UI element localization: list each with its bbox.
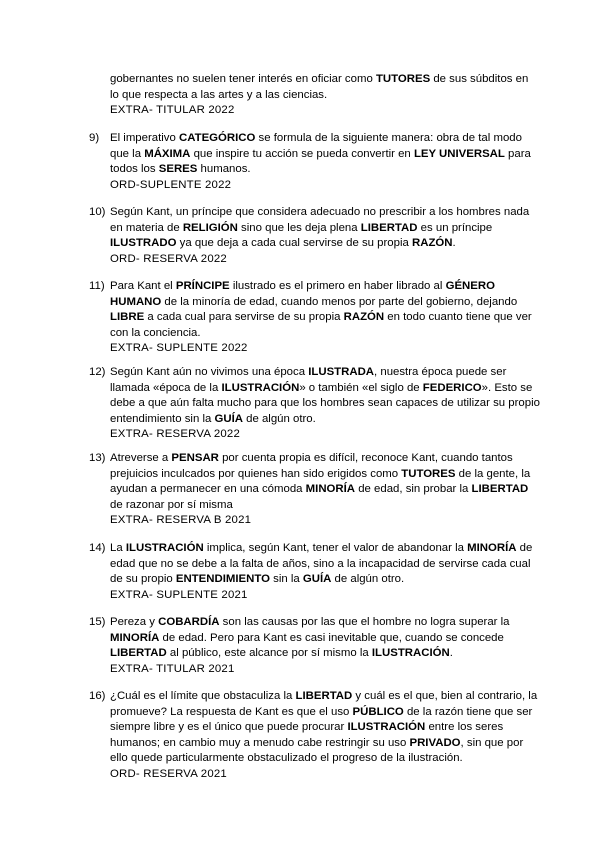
bold-keyword: LEY UNIVERSAL [413,147,505,160]
bold-keyword: ILUSTRACIÓN [221,381,300,394]
bold-keyword: GUÍA [214,412,243,425]
bold-keyword: LIBRE [110,311,145,323]
text-run: que inspire tu acción se pueda convertir en [190,147,414,160]
text-run: Según Kant aún no vivimos una época [110,366,309,378]
item-number: 12) [89,366,106,378]
text-line [110,365,529,381]
exam-reference: EXTRA- TITULAR 2022 [110,104,235,116]
bold-keyword: ILUSTRADO [110,237,177,249]
bold-keyword: MINORÍA [110,631,160,644]
text-line [110,736,529,752]
exam-reference: ORD-SUPLENTE 2022 [110,178,232,191]
text-run: . [449,647,453,659]
item-number: 15) [89,616,106,628]
text-run: en materia de [110,221,183,234]
text-line [110,572,529,588]
exam-reference: EXTRA- SUPLENTE 2022 [110,342,248,354]
exam-reference: ORD- RESERVA 2021 [110,767,227,780]
text-run: promueve? La respuesta de Kant es que el uso [110,705,353,718]
list-item [89,279,532,357]
bold-keyword: MÁXIMA [144,147,191,160]
bold-keyword: RAZÓN [343,311,385,323]
text-run: llamada «época de la [110,381,222,394]
text-line [110,482,529,498]
text-run: Según Kant, un príncipe que considera adecuado no prescribir a los hombres nada [110,206,530,218]
text-run: todos los [110,163,159,175]
text-run: humanos. [197,163,251,175]
text-line [110,221,529,237]
text-run: entendimiento sin la [110,412,215,425]
item-number: 9) [89,132,100,144]
text-run: para [504,147,531,160]
text-run: en todo cuanto tiene que ver [384,311,532,323]
text-run: de algún otro. [331,573,405,585]
text-line [110,326,529,342]
bold-keyword: GÉNERO [445,280,495,292]
text-run: se formula de la siguiente manera: obra de tal modo [255,132,522,144]
list-item [89,205,529,267]
bold-keyword: RAZÓN [412,237,453,249]
bold-keyword: LIBERTAD [360,221,418,234]
text-line [110,631,529,647]
bold-keyword: SERES [158,163,198,175]
item-number: 11) [89,280,105,292]
text-run: ilustrado es el primero en haber librado al [229,280,446,292]
bold-keyword: HUMANO [110,295,162,308]
bold-keyword: ENTENDIMIENTO [175,573,270,585]
text-run: » o también «el siglo de [299,381,423,394]
bold-keyword: TUTORES [375,73,431,85]
item-text [110,365,540,427]
text-run: siempre libre y es el único que puede procurar [110,721,348,733]
text-run: Para Kant el [110,280,176,292]
text-line [110,751,529,767]
text-run: de edad. Pero para Kant es casi inevitable que, cuando se concede [159,631,504,644]
exam-reference: EXTRA- TITULAR 2021 [110,662,235,675]
exam-reference: EXTRA- RESERVA B 2021 [110,514,252,526]
text-line [110,412,529,428]
text-line [110,646,529,662]
bold-keyword: PRIVADO [409,736,461,749]
text-run: , nuestra época puede ser [374,366,507,378]
text-run: son las causas por las que el hombre no logra superar la [219,616,510,628]
bold-keyword: ILUSTRADA [308,366,375,378]
text-run: por cuenta propia es difícil, reconoce Kant, cuando tantos [218,452,513,464]
bold-keyword: ILUSTRACIÓN [371,647,450,659]
list-item [89,365,540,443]
text-line [110,615,529,631]
bold-keyword: PRÍNCIPE [175,280,230,292]
text-run: de la razón tiene que ser [403,705,533,718]
exam-reference: EXTRA- RESERVA 2022 [110,428,240,440]
bold-keyword: PENSAR [171,452,219,464]
text-line [110,396,540,412]
text-run: implica, según Kant, tener el valor de abandonar la [203,542,468,554]
text-run: sin la [269,573,303,585]
text-run: prejuicios inculcados por quienes han sido erigidos como [110,467,402,480]
bold-keyword: GUÍA [302,573,332,585]
bold-keyword: TUTORES [401,467,456,480]
text-run: de su propio [110,573,176,585]
text-run: con la conciencia. [110,326,201,339]
text-run: gobernantes no suelen tener interés en oficiar como [110,73,376,85]
text-line [110,236,529,252]
text-line [110,451,529,467]
item-text [110,205,529,252]
bold-keyword: ILUSTRACIÓN [347,721,426,733]
list-item [89,131,529,193]
list-item [89,451,529,529]
text-run: de la minoría de edad, cuando menos por parte del gobierno, dejando [161,295,518,308]
bold-keyword: LIBERTAD [295,690,353,702]
item-text [110,279,532,341]
text-line [110,72,530,88]
exam-reference: EXTRA- SUPLENTE 2021 [110,588,248,601]
bold-keyword: PÚBLICO [352,705,404,718]
bold-keyword: ILUSTRACIÓN [125,542,204,554]
bold-keyword: LIBERTAD [110,647,167,659]
continued-paragraph [110,72,530,119]
text-run: ayudan a permanecer en una cómoda [110,483,306,495]
list-item [89,689,538,782]
bold-keyword: MINORÍA [305,483,356,495]
text-line [110,131,529,147]
text-run: de la gente, la [455,467,531,480]
text-line [110,147,529,163]
item-text [110,131,529,178]
text-run: sino que les deja plena [237,221,361,234]
text-line [110,467,529,483]
text-run: Pereza y [110,616,159,628]
text-line [110,295,529,311]
bold-keyword: COBARDÍA [158,616,220,628]
text-line [110,88,530,104]
text-line [110,689,538,705]
item-text [110,541,533,588]
text-line [110,705,533,721]
item-number: 16) [89,690,106,702]
text-run: que la [110,147,145,160]
text-run: de edad, sin probar la [355,483,472,495]
text-run: ello quede particularmente obstaculizado el progreso de la ilustración. [110,752,463,764]
text-run: a cada cual para servirse de su propia [144,311,344,323]
item-number: 13) [89,452,106,464]
list-item [89,615,529,677]
text-run: El imperativo [110,132,180,144]
text-run: ¿Cuál es el límite que obstaculiza la [110,690,296,702]
text-run: de razonar por sí misma [110,498,233,511]
text-run: , sin que por [460,736,524,749]
text-run: lo que respecta a las artes y a las ciencias. [110,88,328,101]
text-run: debe a que aún falta mucho para que los hombres sean capaces de utilizar su propio [110,397,540,409]
text-run: . [452,237,456,249]
text-line [110,279,529,295]
bold-keyword: RELIGIÓN [182,221,238,234]
text-run: entre los seres [425,721,504,733]
text-line [110,205,529,221]
exam-reference: ORD- RESERVA 2022 [110,252,227,265]
text-line [110,541,533,557]
text-run: al público, este alcance por sí mismo la [166,647,372,659]
text-line [110,162,529,178]
continued-text [110,72,530,103]
text-line [110,310,532,326]
text-run: La [110,542,126,554]
text-run: de algún otro. [242,412,316,425]
text-run: Atreverse a [110,452,172,464]
bold-keyword: MINORÍA [467,542,517,554]
text-run: es un príncipe [417,221,493,234]
bold-keyword: FEDERICO [422,381,482,394]
text-run: edad que no se debe a la falta de años, sino a la incapacidad de servirse cada cual [110,557,531,570]
text-line [110,498,529,514]
item-number: 10) [89,206,106,218]
item-text [110,689,538,767]
bold-keyword: LIBERTAD [471,483,529,495]
text-line [110,720,529,736]
text-run: de [516,542,533,554]
text-run: y cuál es el que, bien al contrario, la [352,690,538,702]
item-text [110,615,529,662]
text-run: de sus súbditos en [430,73,529,85]
text-line [110,557,529,573]
text-run: ». Esto se [481,381,533,394]
item-text [110,451,529,513]
text-line [110,381,533,397]
list-item [89,541,533,603]
bold-keyword: CATEGÓRICO [179,132,256,144]
text-run: humanos; en cambio muy a menudo cabe restringir su uso [110,736,410,749]
text-run: ya que deja a cada cual servirse de su propia [176,237,413,249]
item-number: 14) [89,542,106,554]
